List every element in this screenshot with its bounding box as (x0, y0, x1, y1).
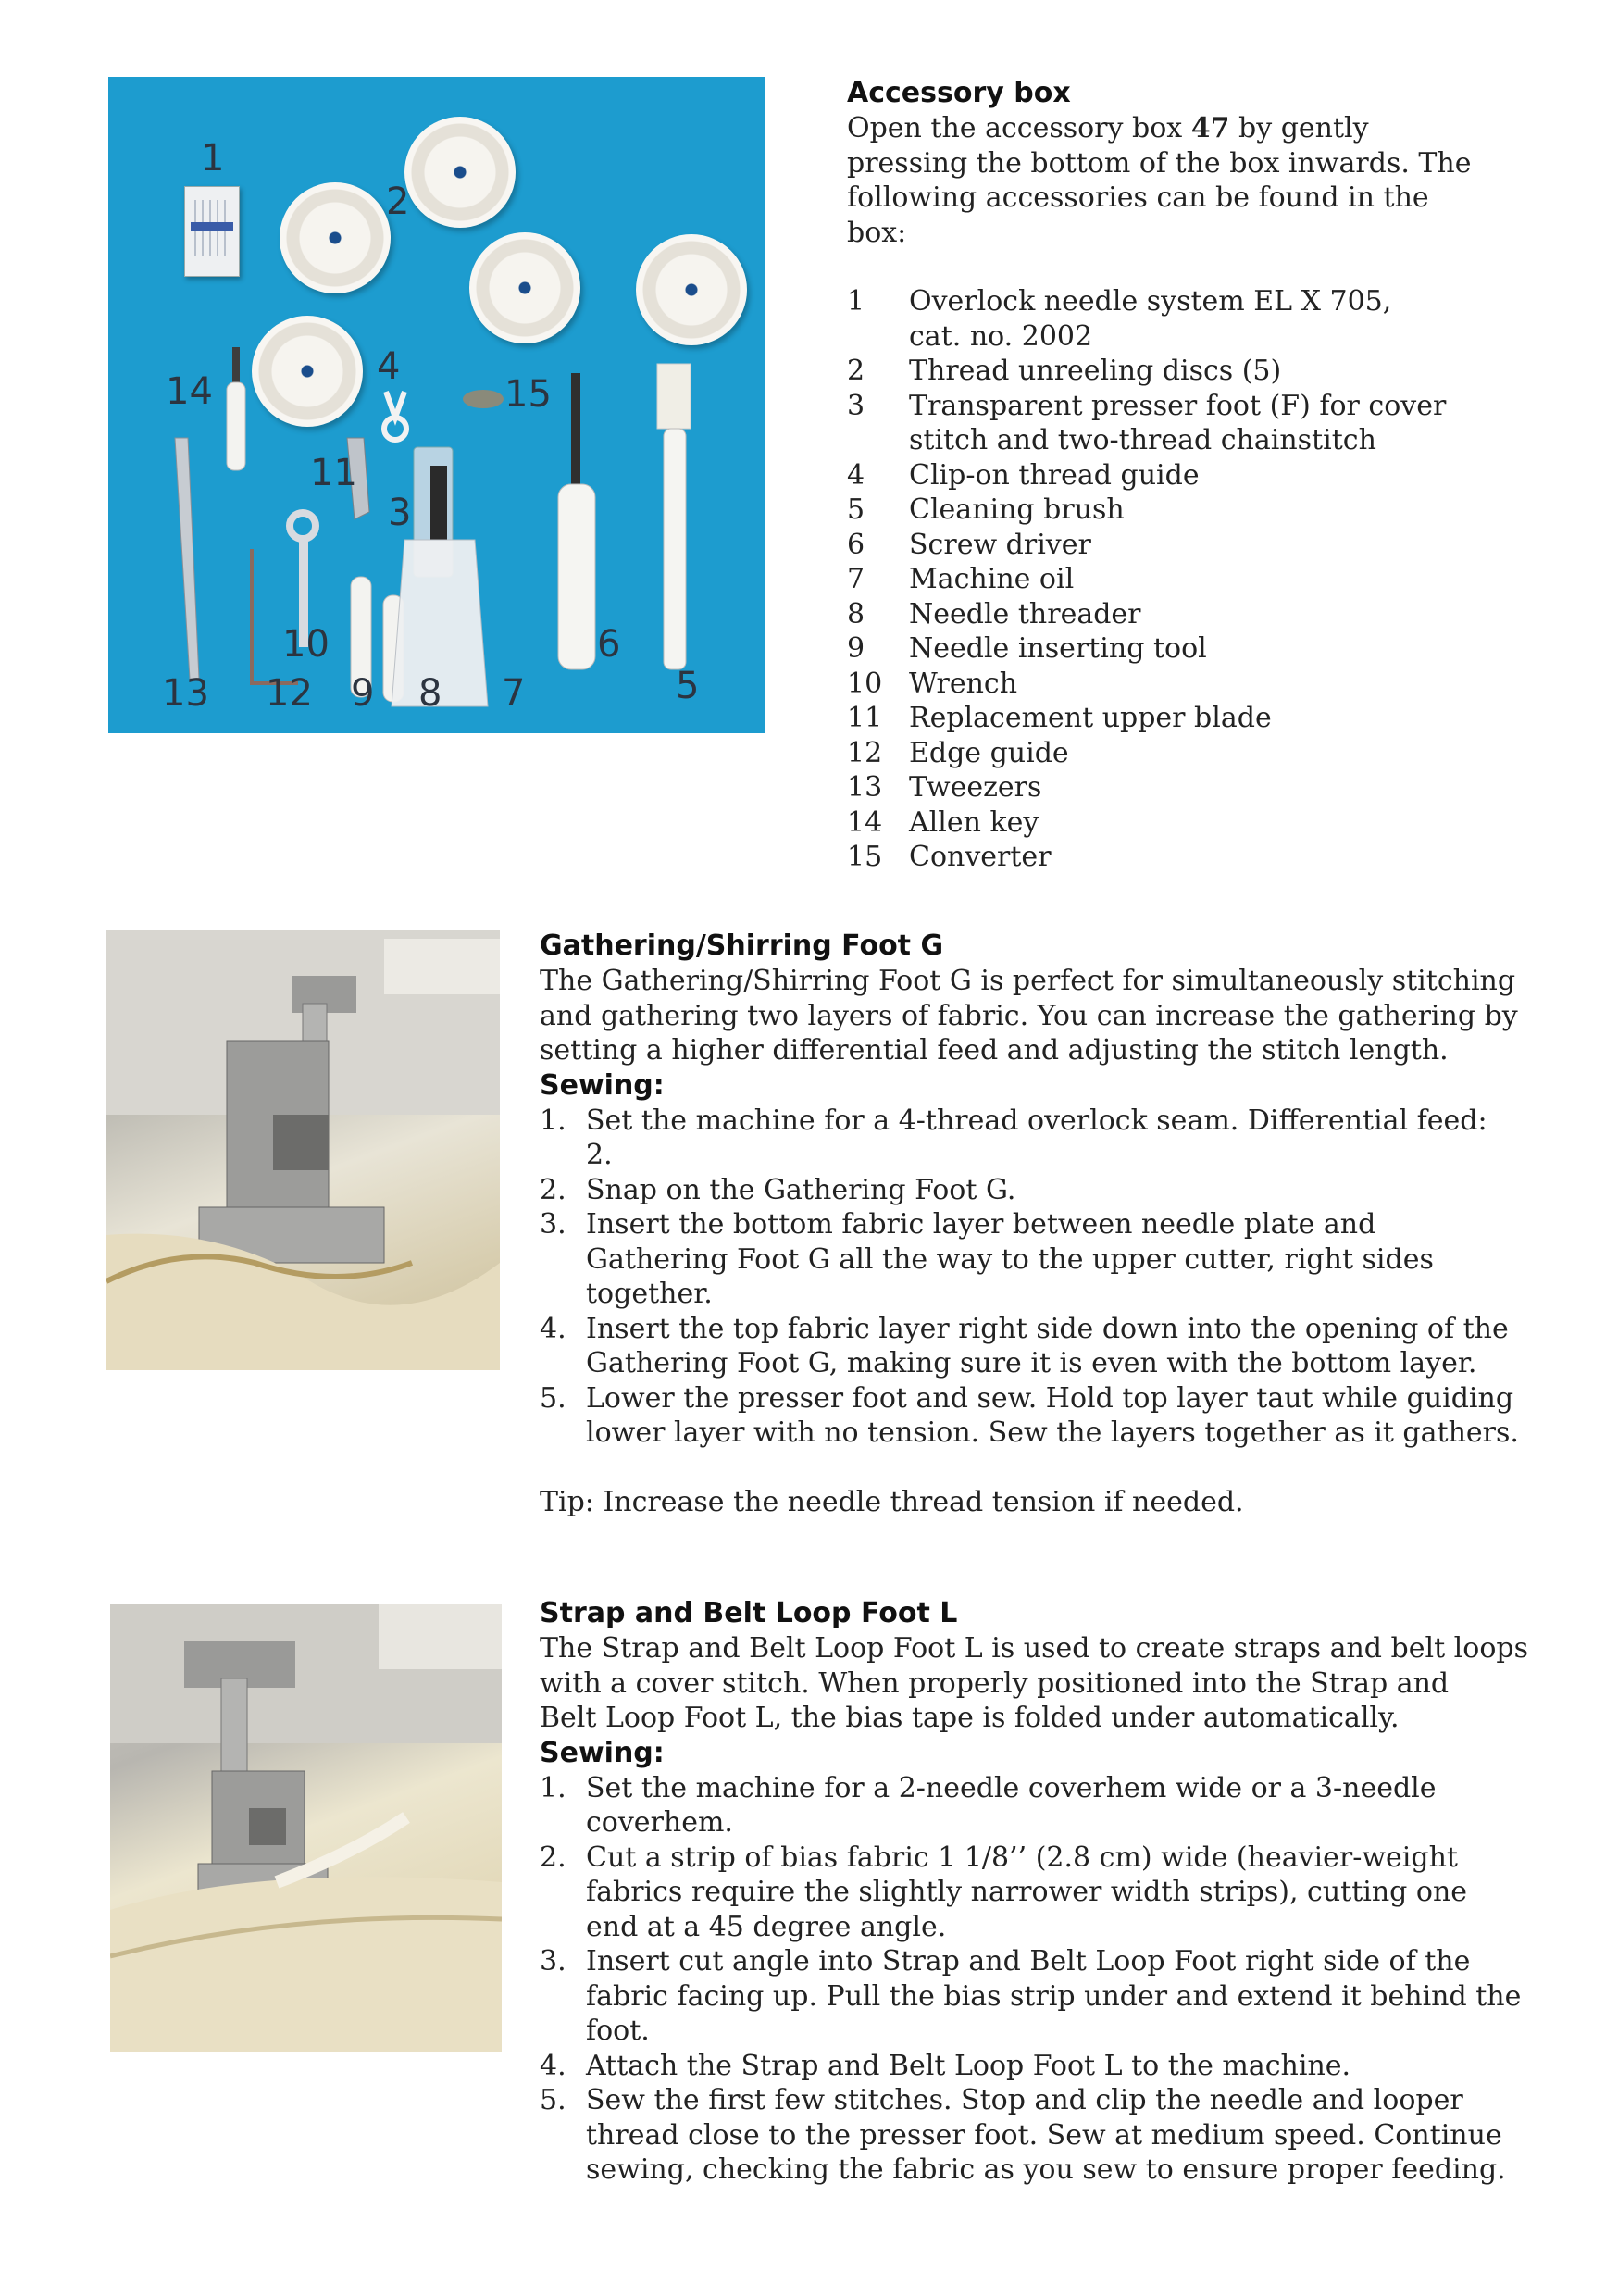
list-item: 4. Insert the top fabric layer right side down into the opening of the Gathering Foot G, making sure it is even with the bottom layer. (540, 1312, 1509, 1379)
list-item: 7 Machine oil (847, 563, 1075, 595)
strap-heading: Strap and Belt Loop Foot L (540, 1597, 958, 1629)
list-item: 1. Set the machine for a 2-needle coverhem wide or a 3-needle coverhem. (540, 1771, 1437, 1839)
photo-label-14: 14 (166, 370, 213, 413)
gathering-steps (540, 1104, 1521, 1451)
photo-label-9: 9 (351, 672, 375, 715)
list-item: 5. Lower the presser foot and sew. Hold top layer taut while guiding lower layer with no tension. Sew the layers together as it gathers. (540, 1381, 1519, 1449)
gathering-foot-illustration (106, 930, 500, 1370)
gathering-tip: Tip: Increase the needle thread tension if needed. (540, 1485, 1244, 1518)
photo-label-13: 13 (162, 672, 209, 715)
accessory-section (847, 76, 1569, 875)
list-item: 4 Clip-on thread guide (847, 458, 1200, 492)
list-item: 10 Wrench (847, 667, 1018, 700)
list-item: 13 Tweezers (847, 771, 1042, 804)
accessory-list (847, 284, 1569, 875)
photo-label-12: 12 (266, 672, 313, 715)
list-item: 2 Thread unreeling discs (5) (847, 355, 1282, 387)
list-item: 1. Set the machine for a 4-thread overlock seam. Differential feed: 2. (540, 1104, 1487, 1171)
gathering-heading: Gathering/Shirring Foot G (540, 930, 944, 962)
list-item: 12 Edge guide (847, 736, 1069, 769)
list-item: 8 Needle threader (847, 597, 1141, 630)
strap-sewing-label: Sewing: (540, 1736, 665, 1769)
accessory-box-photo (108, 77, 765, 733)
list-item: 5 Cleaning brush (847, 493, 1125, 526)
photo-label-10: 10 (282, 623, 330, 666)
photo-label-15: 15 (504, 373, 552, 416)
strap-intro (540, 1631, 1586, 1736)
list-item: 6 Screw driver (847, 528, 1091, 561)
list-item: 3. Insert cut angle into Strap and Belt Loop Foot right side of the fabric facing up. Pull the bias strip under and extend it behind the foot. (540, 1945, 1522, 2047)
photo-label-1: 1 (201, 137, 225, 180)
accessory-intro: Open the accessory box 47 by gently pressing the bottom of the box inwards. The following accessories can be found in the box: (847, 112, 1472, 249)
list-item: 2. Cut a strip of bias fabric 1 1/8’’ (2.8 cm) wide (heavier-weight fabrics require the slightly narrower width strips), cutting one end at a 45 degree angle. (540, 1841, 1468, 1943)
photo-label-2: 2 (386, 181, 410, 223)
list-item: 4. Attach the Strap and Belt Loop Foot L to the machine. (540, 2049, 1351, 2082)
list-item: 11 Replacement upper blade (847, 702, 1272, 734)
strap-foot-illustration (110, 1604, 502, 2052)
photo-label-5: 5 (676, 665, 700, 707)
gathering-section (540, 929, 1567, 1519)
photo-label-3: 3 (388, 492, 412, 534)
list-item: 14 Allen key (847, 805, 1039, 839)
strap-foot-photo (110, 1604, 502, 2052)
strap-intro-line: with a cover stitch. When properly positioned into the Strap and (540, 1666, 1450, 1700)
strap-steps (540, 1771, 1558, 2188)
strap-intro-line: Belt Loop Foot L, the bias tape is folded under automatically. (540, 1702, 1400, 1734)
photo-label-6: 6 (597, 623, 621, 666)
gathering-foot-photo (106, 930, 500, 1370)
strap-intro-line: The Strap and Belt Loop Foot L is used to create straps and belt loops (540, 1632, 1529, 1665)
accessory-heading: Accessory box (847, 77, 1071, 109)
list-item: 5. Sew the first few stitches. Stop and clip the needle and looper thread close to the presser foot. Sew at medium speed. Continue sewing, checking the fabric as you sew to ensure proper feeding. (540, 2084, 1506, 2186)
gathering-sewing-label: Sewing: (540, 1068, 665, 1102)
photo-label-7: 7 (502, 672, 526, 715)
list-item: 2. Snap on the Gathering Foot G. (540, 1173, 1016, 1206)
list-item: 3 Transparent presser foot (F) for cover stitch and two-thread chainstitch (847, 389, 1447, 456)
list-item: 3. Insert the bottom fabric layer between needle plate and Gathering Foot G all the way to the upper cutter, right sides together. (540, 1208, 1434, 1310)
photo-label-8: 8 (418, 672, 442, 715)
list-item: 1 Overlock needle system EL X 705, cat. no. 2002 (847, 285, 1392, 353)
strap-section (540, 1596, 1586, 2188)
photo-label-11: 11 (310, 452, 357, 494)
photo-label-4: 4 (377, 345, 401, 388)
list-item: 15 Converter (847, 841, 1052, 873)
list-item: 9 Needle inserting tool (847, 632, 1207, 665)
gathering-intro: The Gathering/Shirring Foot G is perfect for simultaneously stitching and gathering two layers of fabric. You can increase the gathering by setting a higher differential feed and adjusting the stitch length. (540, 965, 1518, 1067)
